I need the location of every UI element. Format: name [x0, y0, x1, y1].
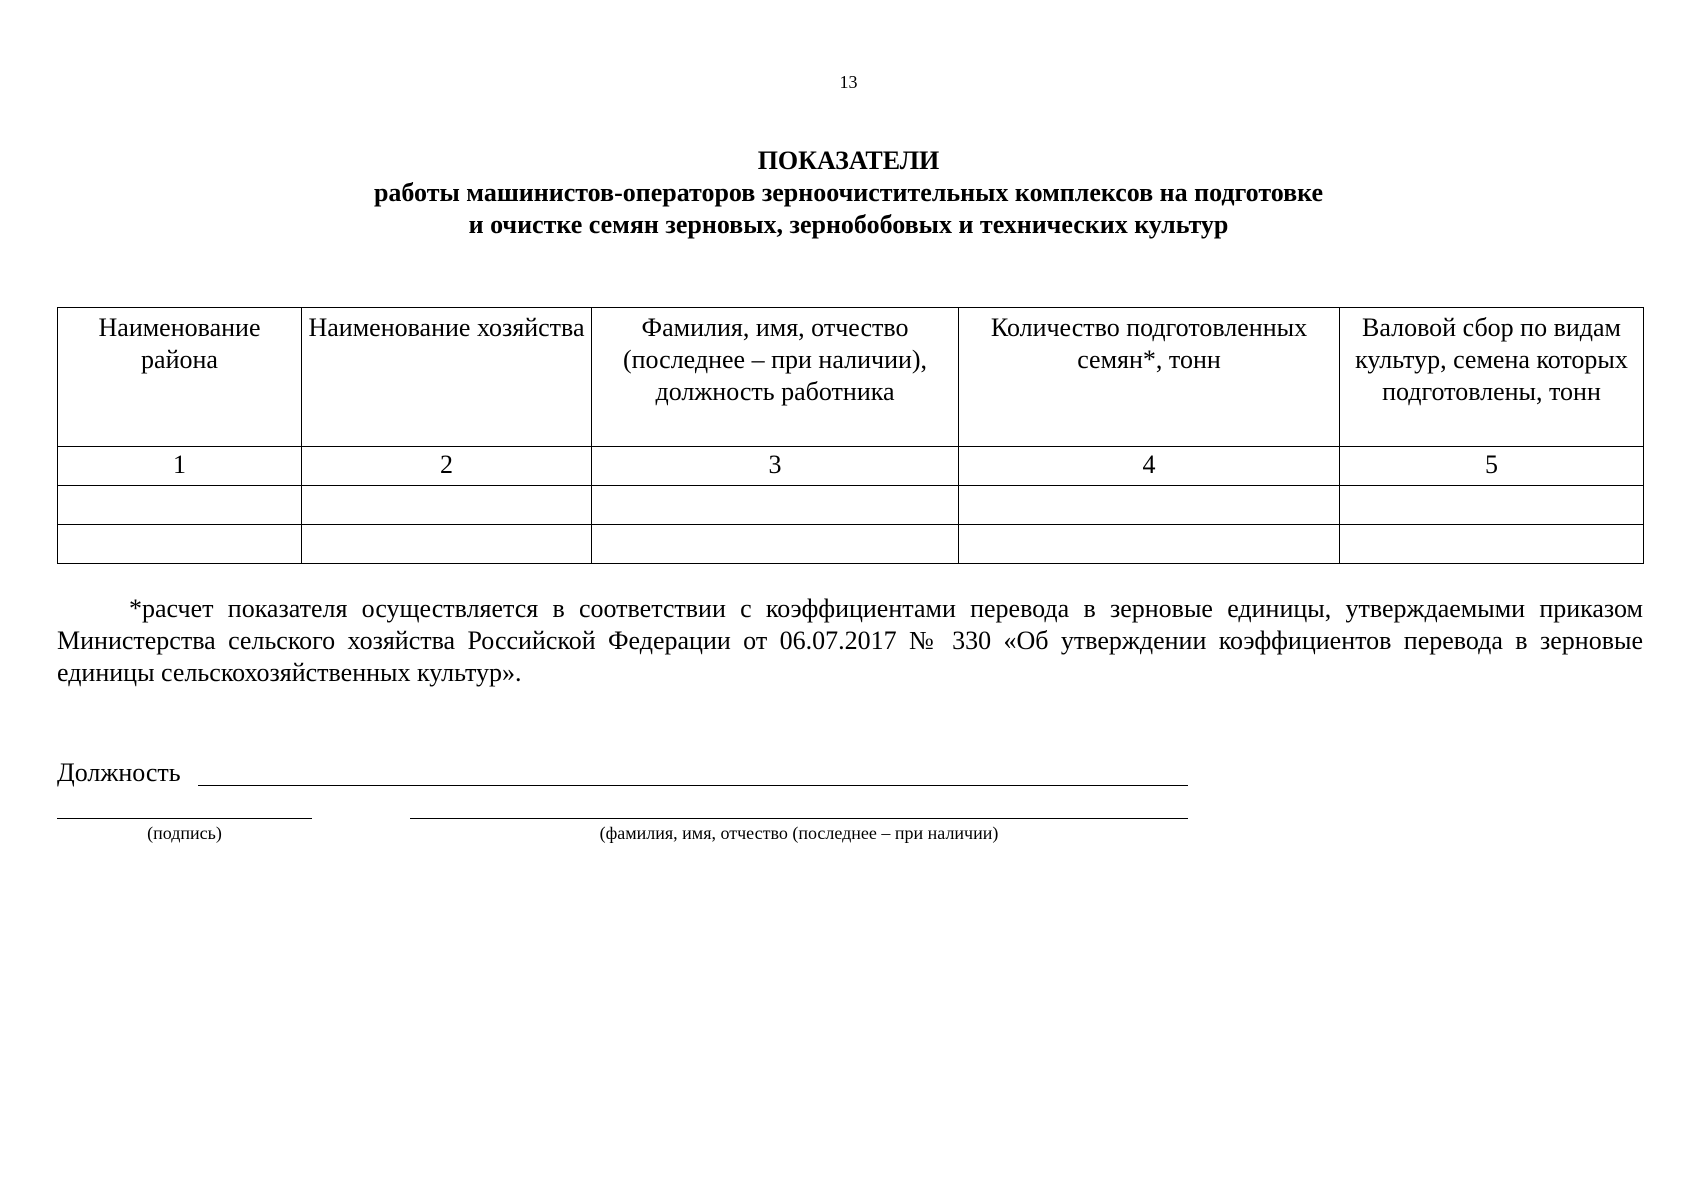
column-number-row: [58, 447, 1644, 486]
column-number: 4: [959, 447, 1340, 486]
column-number: 5: [1340, 447, 1644, 486]
table-cell[interactable]: [1340, 525, 1644, 564]
table-row: [58, 525, 1644, 564]
table-row: [58, 486, 1644, 525]
column-number: 3: [592, 447, 959, 486]
title-main: ПОКАЗАТЕЛИ: [757, 146, 940, 175]
table-cell[interactable]: [592, 486, 959, 525]
table-cell[interactable]: [58, 486, 302, 525]
title-line-2: и очистке семян зерновых, зернобобовых и технических культур: [468, 210, 1229, 239]
table-cell[interactable]: [592, 525, 959, 564]
indicators-table: [57, 307, 1644, 564]
position-blank-line[interactable]: [198, 785, 1188, 786]
table-cell[interactable]: [959, 525, 1340, 564]
header-farm-name: Наименование хозяйства: [302, 308, 592, 447]
full-name-caption: (фамилия, имя, отчество (последнее – при наличии): [599, 823, 999, 843]
position-label: Должность: [57, 758, 181, 787]
document-title: [0, 145, 1697, 241]
column-number: 2: [302, 447, 592, 486]
signature-blank-line[interactable]: [57, 818, 312, 819]
page-number: 13: [839, 72, 858, 92]
header-worker-name-position: Фамилия, имя, отчество (последнее – при наличии), должность работника: [592, 308, 959, 447]
header-gross-harvest: Валовой сбор по видам культур, семена которых подготовлены, тонн: [1340, 308, 1644, 447]
position-field: [57, 758, 181, 788]
footnote: *расчет показателя осуществляется в соответствии с коэффициентами перевода в зерновые единицы, утверждаемыми приказом Министерства сельского хозяйства Российской Федерации от 06.07.2017 № 330 «Об утверждении коэффициентов перевода в зерновые единицы сельскохозяйственных культур».: [57, 594, 1643, 687]
table-cell[interactable]: [959, 486, 1340, 525]
column-number: 1: [58, 447, 302, 486]
table-cell[interactable]: [1340, 486, 1644, 525]
full-name-blank-line[interactable]: [410, 818, 1188, 819]
table-cell[interactable]: [302, 525, 592, 564]
header-district-name: Наименование района: [58, 308, 302, 447]
table-cell[interactable]: [58, 525, 302, 564]
table-cell[interactable]: [302, 486, 592, 525]
table-header-row: [58, 308, 1644, 447]
title-line-1: работы машинистов-операторов зерноочистительных комплексов на подготовке: [373, 178, 1324, 207]
signature-caption: (подпись): [147, 823, 222, 843]
header-seeds-quantity: Количество подготовленных семян*, тонн: [959, 308, 1340, 447]
